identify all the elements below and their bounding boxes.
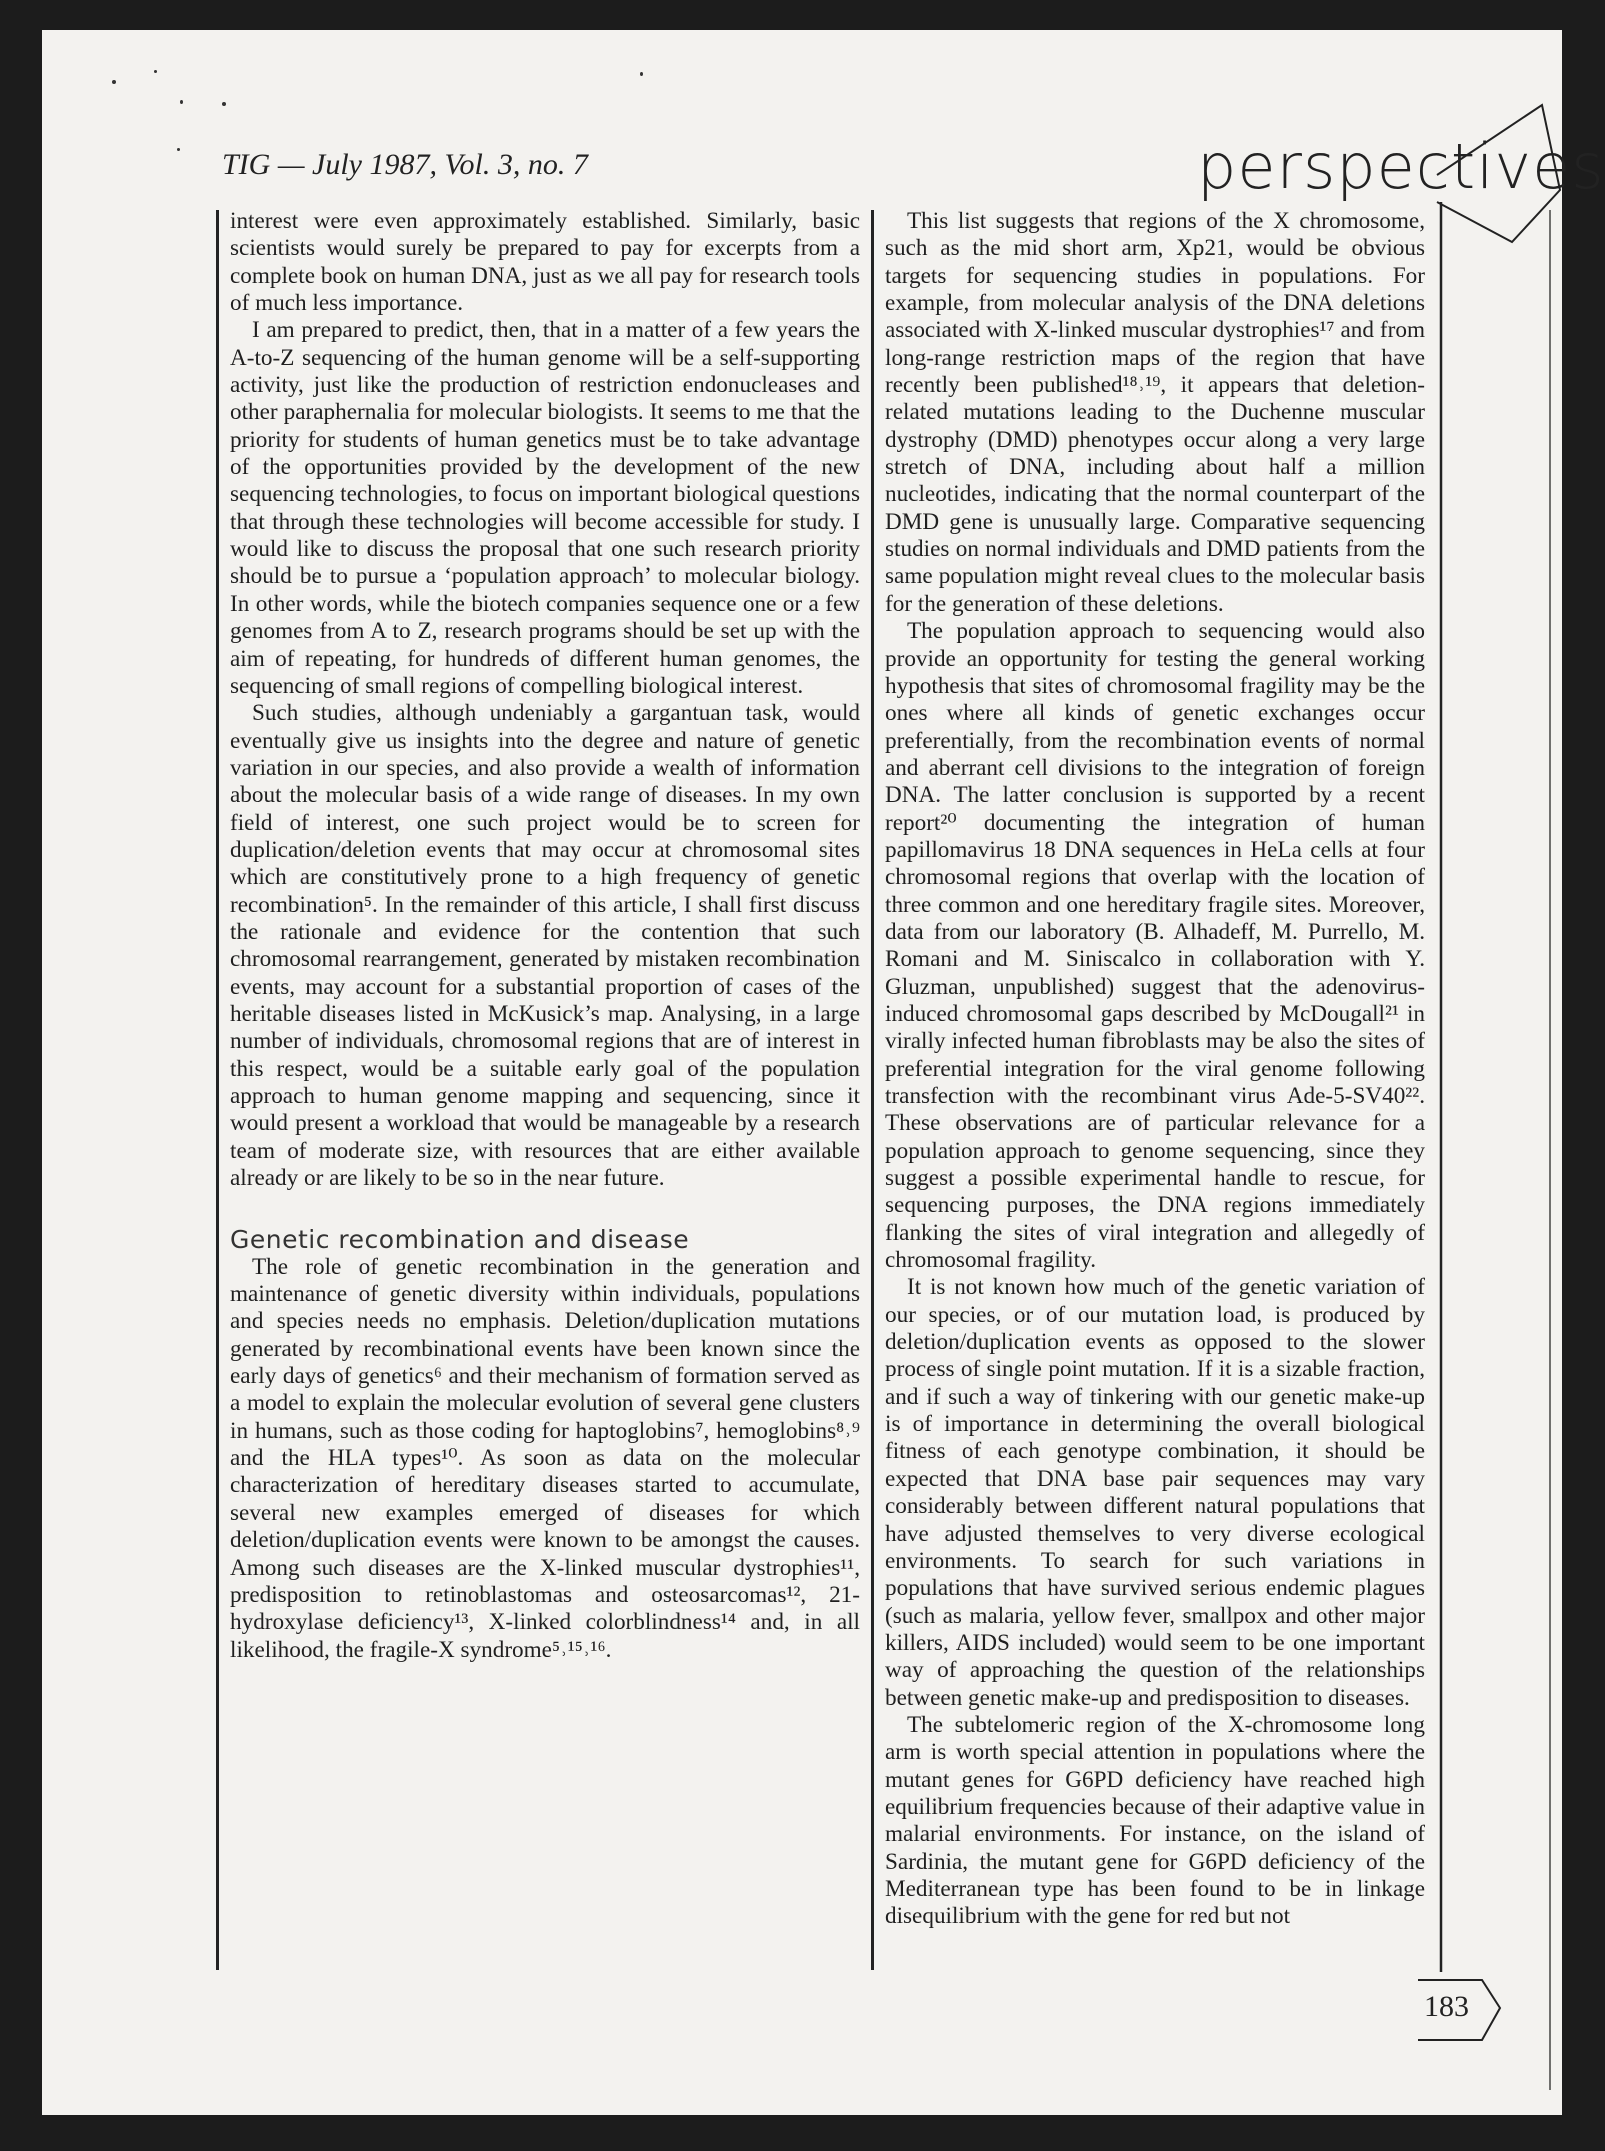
body-paragraph: I am prepared to predict, then, that in a matter of a few years the A-to-Z sequencing of the human genome will be a self-supporting activity, just like the production of restriction endonucleases and other paraphernalia for molecular biologists. It seems to me that the priority for students of human genetics must be to take advantage of the opportunities provided by the development of the new sequencing technologies, to focus on important biological questions that through these technologies will become accessible for study. I would like to discuss the proposal that one such research priority should be to pursue a ‘population approach’ to molecular biology. In other words, while the biotech companies sequence one or a few genomes from A to Z, research programs should be set up with the aim of repeating, for hundreds of different human genomes, the sequencing of small regions of compelling biological interest. (230, 317, 860, 699)
journal-page (42, 30, 1605, 2115)
body-paragraph: The population approach to sequencing would also provide an opportunity for testing the general working hypothesis that sites of chromosomal fragility may be the ones where all kinds of genetic exchanges occur preferentially, from the recombination events of normal and aberrant cell divisions to the integration of foreign DNA. The latter conclusion is supported by a recent report²⁰ documenting the integration of human papillomavirus 18 DNA sequences in HeLa cells at four chromosomal regions that overlap with the location of three common and one hereditary fragile sites. Moreover, data from our laboratory (B. Alhadeff, M. Purrello, M. Romani and M. Siniscalco in collaboration with Y. Gluzman, unpublished) suggest that the adenovirus-induced chromosomal gaps described by McDougall²¹ in virally infected human fibroblasts may be also the sites of preferential integration for the viral genome following transfection with the recombinant virus Ade-5-SV40²². These observations are of particular relevance for a population approach to genome sequencing, since they suggest a possible experimental handle to rescue, for sequencing purposes, the DNA regions immediately flanking the sites of viral integration and allegedly of chromosomal fragility. (885, 618, 1425, 1274)
section-heading: Genetic recombination and disease (230, 1225, 690, 1255)
journal-citation: TIG — July 1987, Vol. 3, no. 7 (222, 148, 588, 181)
body-paragraph: interest were even approximately established. Similarly, basic scientists would surely be prepared to pay for excerpts from a complete book on human DNA, just as we all pay for research tools of much less importance. (230, 208, 860, 317)
right-column (885, 208, 1425, 1931)
body-paragraph: Such studies, although undeniably a gargantuan task, would eventually give us insights into the degree and nature of genetic variation in our species, and also provide a wealth of information about the molecular basis of a wide range of diseases. In my own field of interest, one such project would be to screen for duplication/deletion events that may occur at chromosomal sites which are constitutively prone to a high frequency of genetic recombination⁵. In the remainder of this article, I shall first discuss the rationale and evidence for the contention that such chromosomal rearrangement, generated by mistaken recombination events, may account for a substantial proportion of cases of the heritable diseases listed in McKusick’s map. Analysing, in a large number of individuals, chromosomal regions that are of interest in this respect, would be a suitable early goal of the population approach to human genome mapping and sequencing, since it would present a workload that would be manageable by a research team of moderate size, with resources that are either available already or are likely to be so in the near future. (230, 700, 860, 1192)
center-column-rule (871, 210, 874, 1970)
page-number: 183 (1424, 1990, 1469, 2023)
body-paragraph: This list suggests that regions of the X chromosome, such as the mid short arm, Xp21, would be obvious targets for sequencing studies in populations. For example, from molecular analysis of the DNA deletions associated with X-linked muscular dystrophies¹⁷ and from long-range restriction maps of the region that have recently been published¹⁸˒¹⁹, it appears that deletion-related mutations leading to the Duchenne muscular dystrophy (DMD) phenotypes occur along a very large stretch of DNA, including about half a million nucleotides, indicating that the normal counterpart of the DMD gene is unusually large. Comparative sequencing studies on normal individuals and DMD patients from the same population might reveal clues to the molecular basis for the generation of these deletions. (885, 208, 1425, 617)
left-column (230, 208, 860, 1664)
section-arrow-outline (1437, 105, 1560, 242)
left-column-rule (216, 210, 219, 1970)
section-title: perspectives (1197, 130, 1605, 203)
body-paragraph: The subtelomeric region of the X-chromosome long arm is worth special attention in populations where the mutant genes for G6PD deficiency have reached high equilibrium frequencies because of their adaptive value in malarial environments. For instance, on the island of Sardinia, the mutant gene for G6PD deficiency of the Mediterranean type has been found to be in linkage disequilibrium with the gene for red but not (885, 1711, 1425, 1930)
body-paragraph: It is not known how much of the genetic variation of our species, or of our mutation load, is produced by deletion/duplication events as opposed to the slower process of single point mutation. If it is a sizable fraction, and if such a way of tinkering with our genetic make-up is of importance in determining the overall biological fitness of each genotype combination, it should be expected that DNA base pair sequences may vary considerably between different natural populations that have adjusted themselves to very diverse ecological environments. To search for such variations in populations that have survived serious endemic plagues (such as malaria, yellow fever, smallpox and other major killers, AIDS included) would seem to be one important way of approaching the question of the relationships between genetic make-up and predisposition to diseases. (885, 1274, 1425, 1711)
body-paragraph: The role of genetic recombination in the generation and maintenance of genetic diversity within individuals, populations and species needs no emphasis. Deletion/duplication mutations generated by recombinational events have been known since the early days of genetics⁶ and their mechanism of formation served as a model to explain the molecular evolution of several gene clusters in humans, such as those coding for haptoglobins⁷, hemoglobins⁸˒⁹ and the HLA types¹⁰. As soon as data on the molecular characterization of hereditary diseases started to accumulate, several new examples emerged of diseases for which deletion/duplication events were known to be amongst the causes. Among such diseases are the X-linked muscular dystrophies¹¹, predisposition to retinoblastomas and osteosarcomas¹², 21-hydroxylase deficiency¹³, X-linked colorblindness¹⁴ and, in all likelihood, the fragile-X syndrome⁵˒¹⁵˒¹⁶. (230, 1253, 860, 1663)
